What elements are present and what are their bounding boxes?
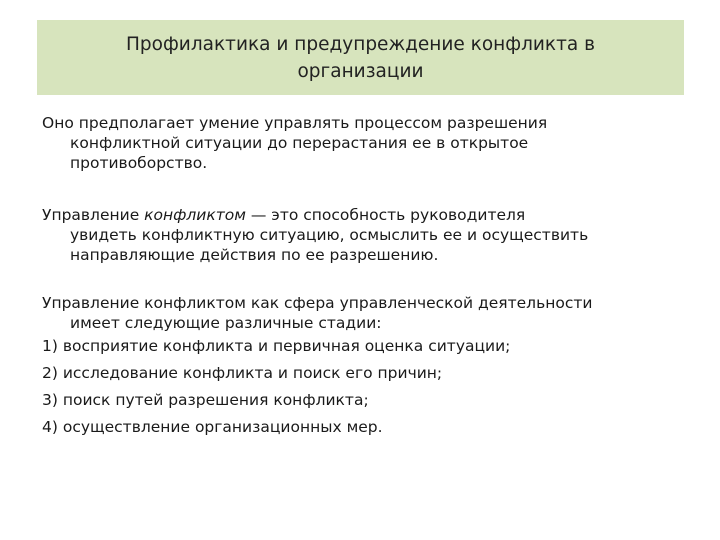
paragraph-3-line-1: Управление конфликтом как сфера управленческой деятельности (42, 294, 593, 312)
stages-list (42, 333, 702, 441)
paragraph-2-line-2: увидеть конфликтную ситуацию, осмыслить ее и осуществить (70, 226, 589, 244)
slide-body (42, 113, 702, 441)
paragraph-conflict-prevention (42, 113, 702, 173)
paragraph-3-line-2: имеет следующие различные стадии: (70, 314, 382, 332)
paragraph-2-line-1-end: — это способность руководителя (245, 206, 526, 224)
stage-item-2: 2) исследование конфликта и поиск его причин; (42, 364, 443, 382)
slide-title-banner (37, 20, 684, 95)
paragraph-2-line-1 (42, 205, 702, 225)
stage-item-3: 3) поиск путей разрешения конфликта; (42, 391, 369, 409)
slide-title-line-2: организации (297, 60, 424, 82)
paragraph-2-line-3: направляющие действия по ее разрешению. (70, 246, 439, 264)
paragraph-1-line-1: Оно предполагает умение управлять процессом разрешения (42, 114, 548, 132)
paragraph-management-stages (42, 293, 702, 333)
paragraph-conflict-management-definition (42, 205, 702, 265)
paragraph-2-italic-term: конфликтом (144, 206, 246, 224)
slide-title-line-1: Профилактика и предупреждение конфликта в (126, 33, 595, 55)
stage-item-1: 1) восприятие конфликта и первичная оценка ситуации; (42, 337, 511, 355)
paragraph-2-line-1-start: Управление (42, 206, 145, 224)
stage-item-4: 4) осуществление организационных мер. (42, 418, 383, 436)
paragraph-spacer (42, 265, 702, 293)
paragraph-1-line-3: противоборство. (70, 154, 208, 172)
paragraph-1-line-2: конфликтной ситуации до перерастания ее в открытое (70, 134, 529, 152)
paragraph-spacer (42, 173, 702, 205)
